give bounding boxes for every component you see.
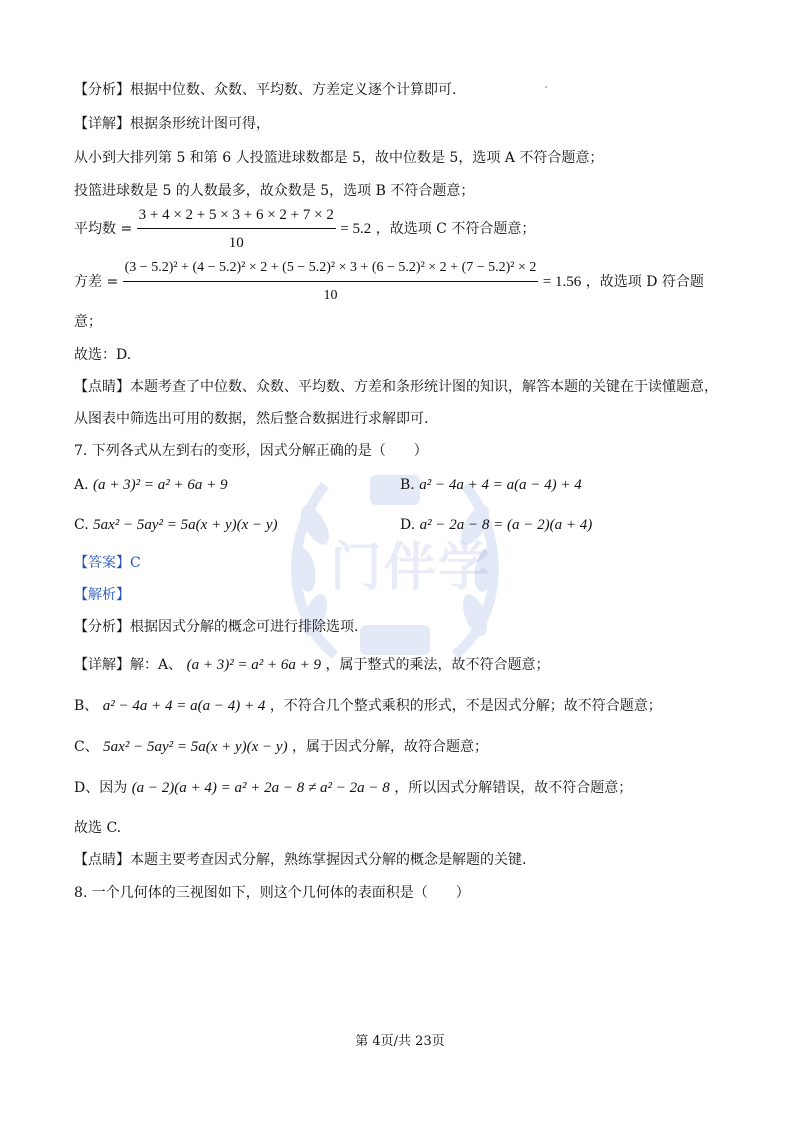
detail-2-a <box>74 655 550 675</box>
page-footer: 第 4页/共 23页 <box>355 1034 445 1049</box>
detail-c-math: 5ax² − 5ay² = 5a(x + y)(x − y) <box>103 739 288 755</box>
mean-label: 平均数 = <box>74 221 133 237</box>
option-b-label: B. <box>400 477 415 493</box>
option-a-expr: (a + 3)² = a² + 6a + 9 <box>93 477 228 493</box>
detail-a-prefix: 【详解】解：A、 <box>74 657 183 673</box>
variance-line <box>74 258 704 306</box>
q7-stem: 7. 下列各式从左到右的变形，因式分解正确的是（ ） <box>74 443 428 459</box>
option-c-label: C. <box>74 517 89 533</box>
variance-tail: ，故选项 D 符合题 <box>585 274 704 290</box>
variance-numerator: (3 − 5.2)² + (4 − 5.2)² × 2 + (5 − 5.2)² × 3 + (6 − 5.2)² × 2 + (7 − 5.2)² × 2 <box>123 258 539 282</box>
detail-b-tail: ，不符合几个整式乘积的形式，不是因式分解；故不符合题意； <box>269 698 662 714</box>
q7-option-c <box>74 515 278 535</box>
q8-stem: 8. 一个几何体的三视图如下，则这个几何体的表面积是（ ） <box>74 885 470 901</box>
option-c-expr: 5ax² − 5ay² = 5a(x + y)(x − y) <box>93 517 278 533</box>
mean-line <box>74 205 535 253</box>
detail-1: 【详解】根据条形统计图可得， <box>74 116 270 132</box>
detail-a-math: (a + 3)² = a² + 6a + 9 <box>186 657 322 673</box>
detail-2-b <box>74 696 662 716</box>
detail-b-prefix: B、 <box>74 698 99 714</box>
mean-result: = 5.2 <box>340 221 372 237</box>
detail-d-prefix: D、因为 <box>74 780 128 796</box>
mode-line: 投篮进球数是 5 的人数最多，故众数是 5，选项 B 不符合题意； <box>74 183 475 199</box>
watermark-text: 门伴学 <box>330 538 493 598</box>
option-a-label: A. <box>74 477 89 493</box>
detail-b-math: a² − 4a + 4 = a(a − 4) + 4 <box>102 698 266 714</box>
speck <box>545 86 547 88</box>
detail-a-tail: ，属于整式的乘法，故不符合题意； <box>325 657 550 673</box>
comment-1b: 从图表中筛选出可用的数据，然后整合数据进行求解即可. <box>74 411 429 427</box>
q7-option-d <box>400 515 592 535</box>
q7-option-b <box>400 475 582 495</box>
option-d-label: D. <box>400 517 416 533</box>
comment-1a: 【点睛】本题考查了中位数、众数、平均数、方差和条形统计图的知识，解答本题的关键在于读懂题意， <box>74 379 718 395</box>
variance-denominator: 10 <box>323 288 338 303</box>
answer-label: 【答案】C <box>74 555 141 571</box>
comment-2: 【点睛】本题主要考查因式分解，熟练掌握因式分解的概念是解题的关键. <box>74 852 527 868</box>
variance-result: = 1.56 <box>542 274 582 290</box>
variance-tail-2: 意； <box>74 314 102 330</box>
mean-numerator: 3 + 4 × 2 + 5 × 3 + 6 × 2 + 7 × 2 <box>137 205 336 229</box>
detail-2-c <box>74 737 488 757</box>
variance-fraction <box>123 258 539 306</box>
choose-1: 故选：D. <box>74 347 132 363</box>
choose-2: 故选 C. <box>74 820 122 836</box>
option-d-expr: a² − 2a − 8 = (a − 2)(a + 4) <box>419 517 593 533</box>
variance-label: 方差 = <box>74 274 119 290</box>
detail-c-tail: ，属于因式分解，故符合题意； <box>292 739 489 755</box>
analysis-2: 【分析】根据因式分解的概念可进行排除选项. <box>74 619 359 635</box>
median-line: 从小到大排列第 5 和第 6 人投篮进球数都是 5，故中位数是 5，选项 A 不符合题意； <box>74 150 604 166</box>
jiexi-label: 【解析】 <box>74 587 130 603</box>
detail-c-prefix: C、 <box>74 739 99 755</box>
q7-option-a <box>74 475 228 495</box>
analysis-1: 【分析】根据中位数、众数、平均数、方差定义逐个计算即可. <box>74 82 457 98</box>
mean-tail: ，故选项 C 不符合题意； <box>375 221 536 237</box>
detail-d-tail: ，所以因式分解错误，故不符合题意； <box>394 780 633 796</box>
option-b-expr: a² − 4a + 4 = a(a − 4) + 4 <box>419 477 582 493</box>
mean-denominator: 10 <box>228 235 244 251</box>
mean-fraction <box>137 205 336 253</box>
detail-2-d <box>74 778 632 798</box>
detail-d-math: (a − 2)(a + 4) = a² + 2a − 8 ≠ a² − 2a − 8 <box>131 780 390 796</box>
